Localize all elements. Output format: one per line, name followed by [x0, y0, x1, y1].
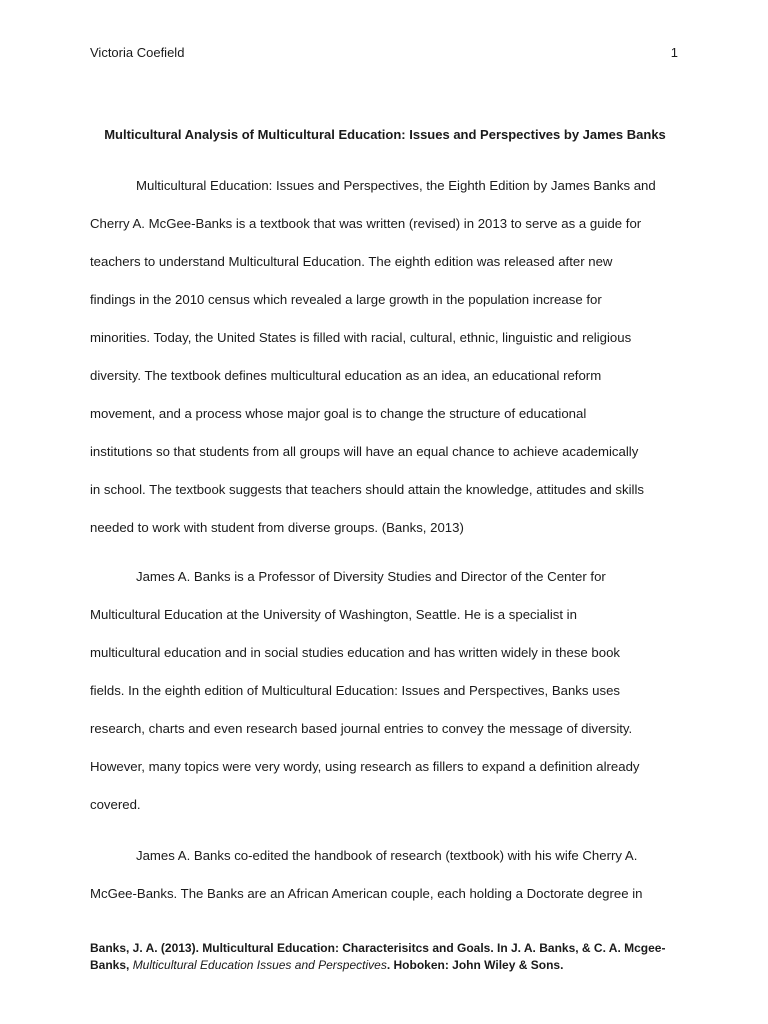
paragraph-line: in school. The textbook suggests that teachers should attain the knowledge, attitudes and skills	[90, 482, 644, 497]
paragraph-line: teachers to understand Multicultural Education. The eighth edition was released after new	[90, 254, 613, 269]
paragraph-3	[90, 837, 680, 913]
footnote-citation-book-title: Multicultural Education Issues and Perspectives	[132, 958, 387, 972]
footnote-citation-publisher: . Hoboken: John Wiley & Sons.	[386, 958, 564, 972]
header-author: Victoria Coefield	[90, 45, 185, 60]
paragraph-line: findings in the 2010 census which revealed a large growth in the population increase for	[90, 292, 602, 307]
page-number: 1	[670, 45, 678, 60]
footnote-line	[90, 957, 680, 974]
paragraph-line: diversity. The textbook defines multicultural education as an idea, an educational reform	[90, 368, 602, 383]
footnote-line	[90, 940, 680, 957]
paragraph-line: Cherry A. McGee-Banks is a textbook that was written (revised) in 2013 to serve as a guide for	[90, 216, 642, 231]
document-title: Multicultural Analysis of Multicultural Education: Issues and Perspectives by James Banks	[104, 127, 666, 142]
paragraph-line: However, many topics were very wordy, using research as fillers to expand a definition already	[90, 759, 640, 774]
paragraph-line: Multicultural Education: Issues and Perspectives, the Eighth Edition by James Banks and	[136, 178, 656, 193]
paragraph-line: needed to work with student from diverse groups. (Banks, 2013)	[90, 520, 464, 535]
paragraph-line: Multicultural Education at the University of Washington, Seattle. He is a specialist in	[90, 607, 577, 622]
paragraph-line: research, charts and even research based journal entries to convey the message of diversity.	[90, 721, 633, 736]
paragraph-line: multicultural education and in social studies education and has written widely in these book	[90, 645, 621, 660]
paragraph-line: McGee-Banks. The Banks are an African American couple, each holding a Doctorate degree in	[90, 886, 643, 901]
footnote	[90, 940, 680, 974]
paragraph-2	[90, 558, 680, 824]
paragraph-line: fields. In the eighth edition of Multicultural Education: Issues and Perspectives, Banks uses	[90, 683, 620, 698]
paragraph-line: movement, and a process whose major goal is to change the structure of educational	[90, 406, 587, 421]
paragraph-line: James A. Banks is a Professor of Diversity Studies and Director of the Center for	[136, 569, 606, 584]
paragraph-line: institutions so that students from all groups will have an equal chance to achieve academically	[90, 444, 639, 459]
footnote-citation-author: Banks,	[90, 958, 133, 972]
footnote-citation-part1: Banks, J. A. (2013). Multicultural Education: Characterisitcs and Goals. In J. A. Banks, & C. A. Mcgee-	[90, 941, 666, 955]
paragraph-1	[90, 167, 680, 547]
paragraph-line: minorities. Today, the United States is filled with racial, cultural, ethnic, linguistic and religious	[90, 330, 632, 345]
paragraph-line: James A. Banks co-edited the handbook of research (textbook) with his wife Cherry A.	[136, 848, 638, 863]
paragraph-line: covered.	[90, 797, 141, 812]
